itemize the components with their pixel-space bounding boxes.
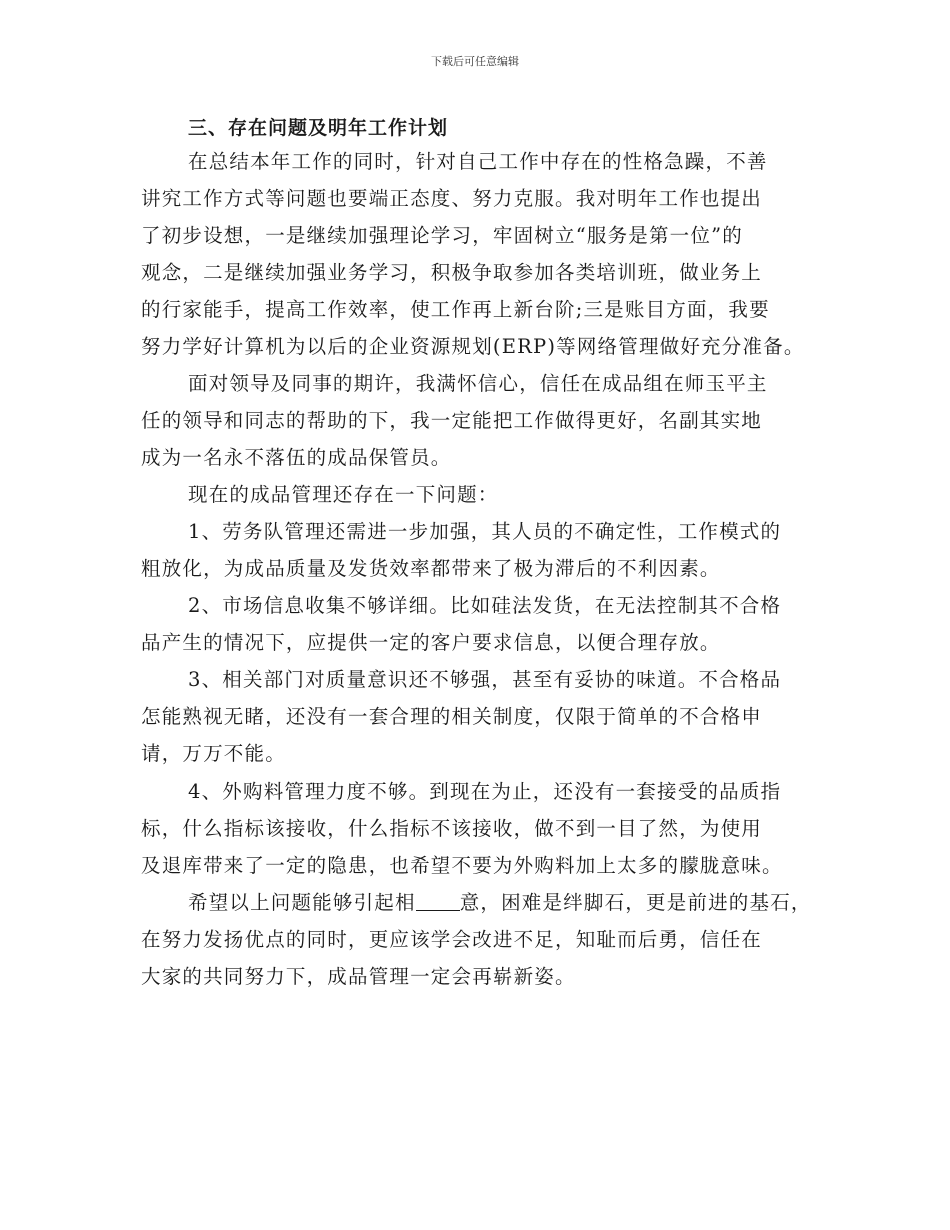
paragraph-line [188,891,812,915]
paragraph-line: 1、劳务队管理还需进一步加强，其人员的不确定性，工作模式的 [188,520,782,543]
paragraph-line: 任的领导和同志的帮助的下，我一定能把工作做得更好，名副其实地 [141,409,763,432]
page-header: 下载后可任意编辑 [431,55,519,68]
paragraph-line: 讲究工作方式等问题也要端正态度、努力克服。我对明年工作也提出 [141,187,763,210]
paragraph-line: 怎能熟视无睹，还没有一套合理的相关制度，仅限于简单的不合格申 [141,705,763,728]
paragraph-line: 大家的共同努力下，成品管理一定会再崭新姿。 [141,965,576,988]
paragraph-line: 粗放化，为成品质量及发货效率都带来了极为滞后的不利因素。 [141,557,721,580]
line-text-before-blank: 希望以上问题能够引起相 [188,891,416,914]
paragraph-line: 成为一名永不落伍的成品保管员。 [141,446,452,469]
paragraph-line: 了初步设想，一是继续加强理论学习，牢固树立“服务是第一位”的 [141,224,743,247]
section-heading: 三、存在问题及明年工作计划 [188,117,449,139]
fill-in-blank [416,892,460,911]
paragraph-line: 3、相关部门对质量意识还不够强，甚至有妥协的味道。不合格品 [188,668,782,691]
paragraph-line: 标，什么指标该接收，什么指标不该接收，做不到一目了然，为使用 [141,817,763,840]
paragraph-line: 在总结本年工作的同时，针对自己工作中存在的性格急躁，不善 [188,150,768,173]
paragraph-line: 2、市场信息收集不够详细。比如硅法发货，在无法控制其不合格 [188,594,782,617]
paragraph-line: 现在的成品管理还存在一下问题： [188,483,499,506]
paragraph-line: 努力学好计算机为以后的企业资源规划(ERP)等网络管理做好充分准备。 [141,335,805,358]
paragraph-line: 品产生的情况下，应提供一定的客户要求信息，以便合理存放。 [141,631,721,654]
paragraph-line: 面对领导及同事的期许，我满怀信心，信任在成品组在师玉平主 [188,372,768,395]
paragraph-line: 请，万万不能。 [141,742,286,765]
paragraph-line: 观念，二是继续加强业务学习，积极争取参加各类培训班，做业务上 [141,261,763,284]
paragraph-line: 在努力发扬优点的同时，更应该学会改进不足，知耻而后勇，信任在 [141,928,763,951]
paragraph-line: 4、外购料管理力度不够。到现在为止，还没有一套接受的品质指 [188,780,782,803]
paragraph-line: 的行家能手，提高工作效率，使工作再上新台阶;三是账目方面，我要 [141,298,770,321]
paragraph-line: 及退库带来了一定的隐患，也希望不要为外购料加上太多的朦胧意味。 [141,854,783,877]
line-text-after-blank: 意，困难是绊脚石，更是前进的基石， [459,891,812,914]
